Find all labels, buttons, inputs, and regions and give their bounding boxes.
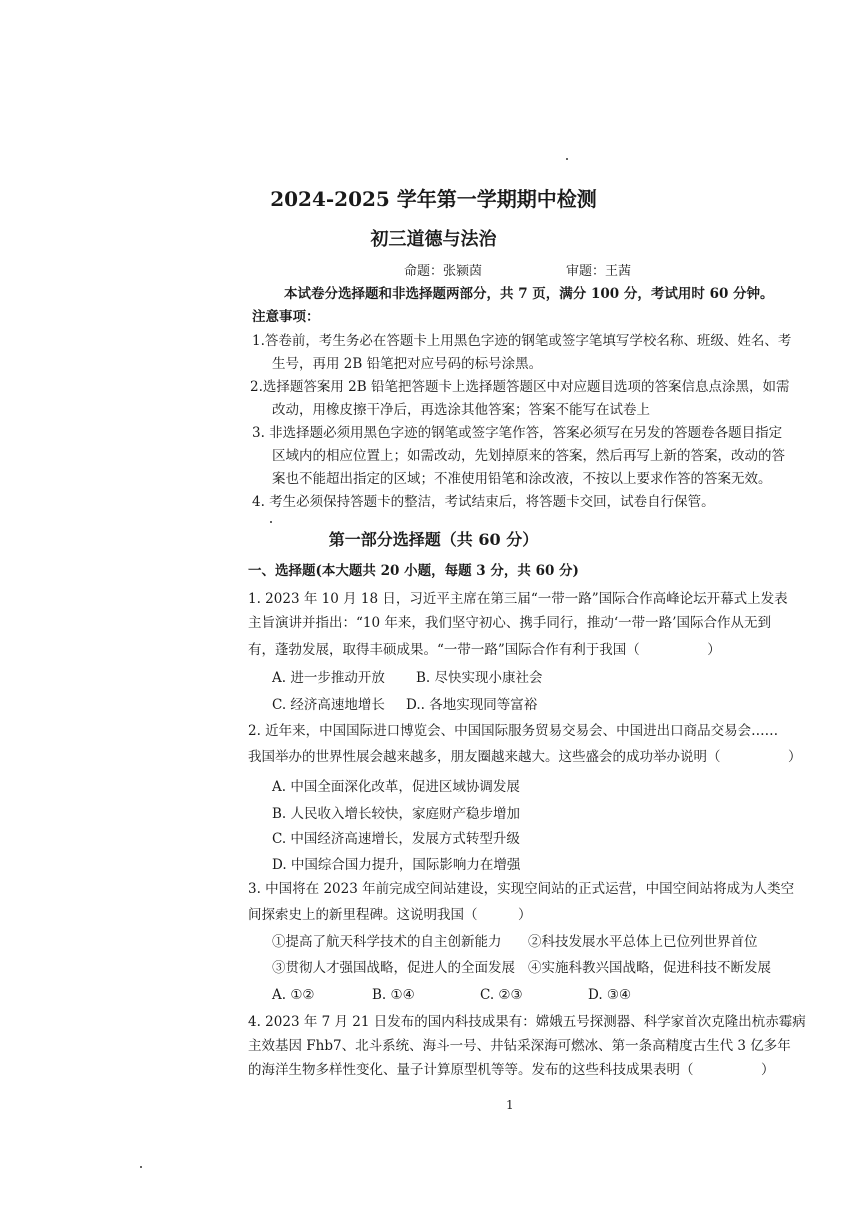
- note-line: 3. 非选择题必须用黑色字迹的钢笔或签字笔作答，答案必须写在另发的答题卷各题目指定: [252, 425, 783, 441]
- exam-title: 2024-2025 学年第一学期期中检测: [270, 187, 597, 211]
- scan-speck: [566, 158, 568, 160]
- question-1-line: 主旨演讲并指出：“10 年来，我们坚守初心、携手同行，推动‘一带一路’国际合作从无到: [248, 615, 771, 631]
- question-3-option-c: C. ②③: [480, 987, 523, 1003]
- note-line: 改动，用橡皮擦干净后，再选涂其他答案；答案不能写在试卷上: [272, 402, 650, 418]
- question-1-line: 1. 2023 年 10 月 18 日，习近平主席在第三届“一带一路”国际合作高峰论坛开幕式上发表: [248, 591, 788, 607]
- question-1-option-a: A. 进一步推动开放: [272, 670, 385, 686]
- question-2-option-b: B. 人民收入增长较快，家庭财产稳步增加: [272, 806, 521, 822]
- question-3-statement: ④实施科教兴国战略，促进科技不断发展: [528, 960, 771, 976]
- question-3-statement: ②科技发展水平总体上已位列世界首位: [528, 934, 758, 950]
- question-2-line: 我国举办的世界性展会越来越多，朋友圈越来越大。这些盛会的成功举办说明（ ）: [248, 749, 802, 765]
- note-line: 区域内的相应位置上；如需改动，先划掉原来的答案，然后再写上新的答案，改动的答: [272, 448, 785, 464]
- section-heading: 一、选择题(本大题共 20 小题，每题 3 分，共 60 分): [248, 563, 579, 579]
- notes-heading: 注意事项：: [252, 309, 320, 325]
- question-3-line: 间探索史上的新里程碑。这说明我国（ ）: [248, 907, 532, 923]
- scan-speck: [140, 1166, 142, 1168]
- question-3-option-a: A. ①②: [272, 987, 315, 1003]
- note-line: 2.选择题答案用 2B 铅笔把答题卡上选择题答题区中对应题目选项的答案信息点涂黑，如需: [250, 379, 790, 395]
- question-4-line: 的海洋生物多样性变化、量子计算原型机等等。发布的这些科技成果表明（ ）: [248, 1062, 775, 1078]
- question-3-statement: ①提高了航天科学技术的自主创新能力: [272, 934, 502, 950]
- part1-title: 第一部分选择题（共 60 分）: [328, 530, 539, 549]
- question-2-line: 2. 近年来，中国国际进口博览会、中国国际服务贸易交易会、中国进出口商品交易会……: [248, 723, 779, 739]
- note-line: 4. 考生必须保持答题卡的整洁，考试结束后，将答题卡交回，试卷自行保管。: [252, 494, 715, 510]
- note-line: 生号，再用 2B 铅笔把对应号码的标号涂黑。: [272, 356, 543, 372]
- question-4-line: 主效基因 Fhb7、北斗系统、海斗一号、井钻采深海可燃冰、第一条高精度古生代 3 亿多年: [248, 1038, 791, 1054]
- author-line: 命题：张颍茵: [404, 264, 483, 279]
- question-4-line: 4. 2023 年 7 月 21 日发布的国内科技成果有：嫦娥五号探测器、科学家首次克隆出杭赤霉病: [248, 1014, 806, 1030]
- question-1-option-b: B. 尽快实现小康社会: [416, 670, 543, 686]
- note-line: 1.答卷前，考生务必在答题卡上用黑色字迹的钢笔或签字笔填写学校名称、班级、姓名、考: [252, 333, 792, 349]
- exam-intro: 本试卷分选择题和非选择题两部分，共 7 页，满分 100 分，考试用时 60 分钟。: [284, 286, 774, 302]
- question-2-option-c: C. 中国经济高速增长，发展方式转型升级: [272, 831, 520, 847]
- question-3-line: 3. 中国将在 2023 年前完成空间站建设，实现空间站的正式运营，中国空间站将成为人类空: [248, 881, 795, 897]
- exam-subject: 初三道德与法治: [370, 229, 497, 250]
- question-3-option-b: B. ①④: [372, 987, 415, 1003]
- question-1-option-c: C. 经济高速地增长: [272, 697, 385, 713]
- scan-speck: [270, 521, 272, 523]
- question-2-option-d: D. 中国综合国力提升，国际影响力在增强: [272, 857, 521, 873]
- note-line: 案也不能超出指定的区域；不准使用铅笔和涂改液，不按以上要求作答的答案无效。: [272, 471, 772, 487]
- reviewer-line: 审题：王茜: [566, 264, 632, 279]
- page-number: 1: [506, 1098, 514, 1112]
- question-2-option-a: A. 中国全面深化改革，促进区域协调发展: [272, 779, 520, 795]
- question-3-option-d: D. ③④: [588, 987, 632, 1003]
- question-1-option-d: D.. 各地实现同等富裕: [406, 697, 538, 713]
- question-3-statement: ③贯彻人才强国战略，促进人的全面发展: [272, 960, 515, 976]
- question-1-line: 有，蓬勃发展，取得丰硕成果。“一带一路”国际合作有利于我国（ ）: [248, 642, 721, 658]
